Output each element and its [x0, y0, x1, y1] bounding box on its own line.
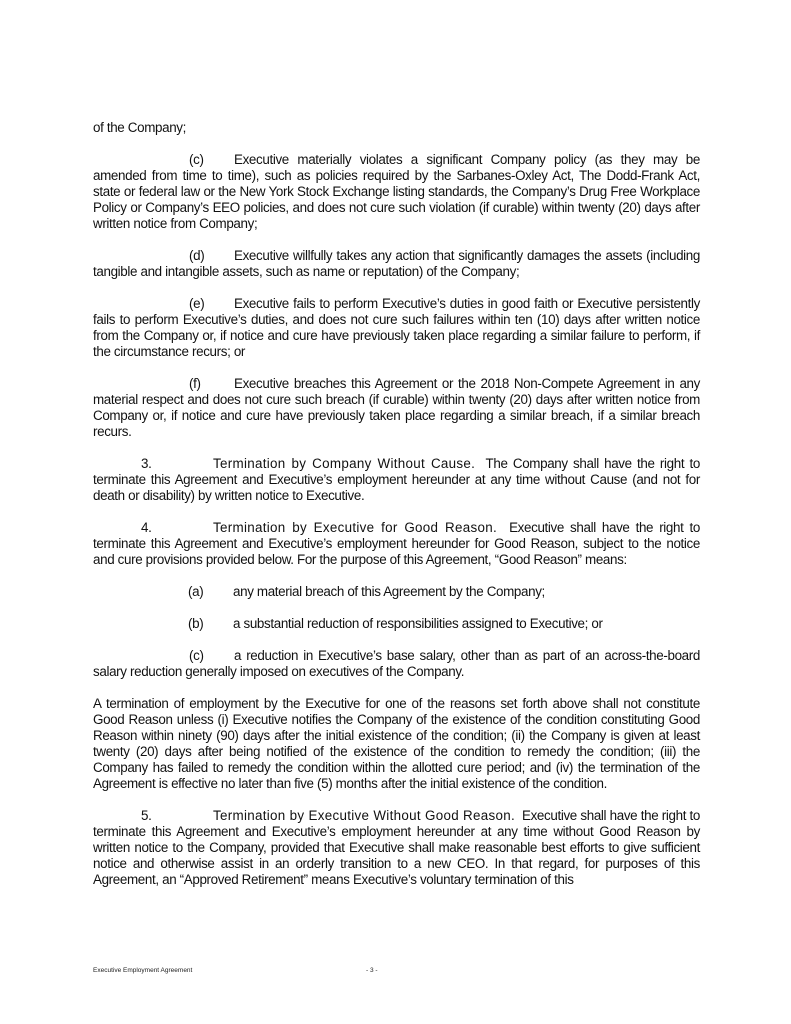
section-heading: Termination by Executive for Good Reason. [213, 520, 497, 535]
item-label: (e) [189, 296, 205, 311]
good-reason-item-c [93, 648, 700, 680]
item-text: Executive breaches this Agreement or the 2018 Non-Compete Agreement in any material respect and does not cure such breach (if curable) within twenty (20) days after written notice from Company or, if notice and cure have previously taken place regarding a similar breach, if a similar breach recurs. [93, 376, 700, 439]
item-text: Executive fails to perform Executive’s duties in good faith or Executive persistently fails to perform Executive’s duties, and does not cure such failures within ten (10) days after written notice from the Company or, if notice and cure have previously taken place regarding a similar failure to perform, if the circumstance recurs; or [93, 296, 700, 359]
section-heading: Termination by Company Without Cause. [213, 456, 476, 471]
item-label: (b) [188, 616, 204, 631]
item-text: Executive willfully takes any action that significantly damages the assets (including tangible and intangible assets, such as name or reputation) of the Company; [93, 248, 700, 279]
item-label: (a) [188, 584, 204, 599]
item-label: (d) [189, 248, 205, 263]
document-page [93, 120, 700, 904]
section-3 [93, 456, 700, 504]
continuation-text: of the Company; [93, 120, 187, 135]
section-number: 3. [141, 456, 152, 471]
section-5 [93, 808, 700, 888]
footer-title: Executive Employment Agreement [93, 967, 193, 974]
section-4 [93, 520, 700, 568]
item-label: (c) [189, 648, 204, 663]
section-heading: Termination by Executive Without Good Reason. [213, 808, 516, 823]
item-label: (c) [189, 152, 204, 167]
item-label: (f) [189, 376, 201, 391]
item-text: any material breach of this Agreement by the Company; [233, 584, 545, 599]
cause-item-d [93, 248, 700, 280]
section-text: Executive shall have the right to terminate this Agreement and Executive’s employment hereunder for Good Reason, subject to the notice and cure provisions provided below. For the purpose of this Agreement, “Good Reason” means: [93, 520, 701, 567]
cause-item-c [93, 152, 700, 232]
cause-item-f [93, 376, 700, 440]
item-text: a substantial reduction of responsibilities assigned to Executive; or [233, 616, 603, 631]
cause-item-e [93, 296, 700, 360]
section-text: Executive shall have the right to terminate this Agreement and Executive’s employment hereunder at any time without Good Reason by written notice to the Company, provided that Executive shall make reasonable best efforts to give sufficient notice and otherwise assist in an orderly transition to a new CEO. In that regard, for purposes of this Agreement, an “Approved Retirement” means Executive’s voluntary termination of this [93, 808, 701, 887]
section-text: The Company shall have the right to terminate this Agreement and Executive’s employment hereunder at any time without Cause (and not for death or disability) by written notice to Executive. [93, 456, 700, 503]
item-text: Executive materially violates a significant Company policy (as they may be amended from time to time), such as policies required by the Sarbanes-Oxley Act, The Dodd-Frank Act, state or federal law or the New York Stock Exchange listing standards, the Company’s Drug Free Workplace Policy or Company’s EEO policies, and does not cure such violation (if curable) within twenty (20) days after written notice from Company; [93, 152, 700, 231]
section-number: 5. [141, 808, 152, 823]
good-reason-conditions: A termination of employment by the Executive for one of the reasons set forth above shall not constitute Good Reason unless (i) Executive notifies the Company of the existence of the condition constituting Good Reason within ninety (90) days after the initial existence of the condition; (ii) the Company is given at least twenty (20) days after being notified of the existence of the condition to remedy the condition; (iii) the Company has failed to remedy the condition within the allotted cure period; and (iv) the termination of the Agreement is effective no later than five (5) months after the initial existence of the condition. [93, 696, 700, 791]
good-reason-item-b [93, 616, 700, 632]
page-number: - 3 - [366, 967, 378, 974]
good-reason-item-a [93, 584, 700, 600]
item-text: a reduction in Executive’s base salary, other than as part of an across-the-board salary reduction generally imposed on executives of the Company. [93, 648, 700, 679]
section-number: 4. [141, 520, 152, 535]
